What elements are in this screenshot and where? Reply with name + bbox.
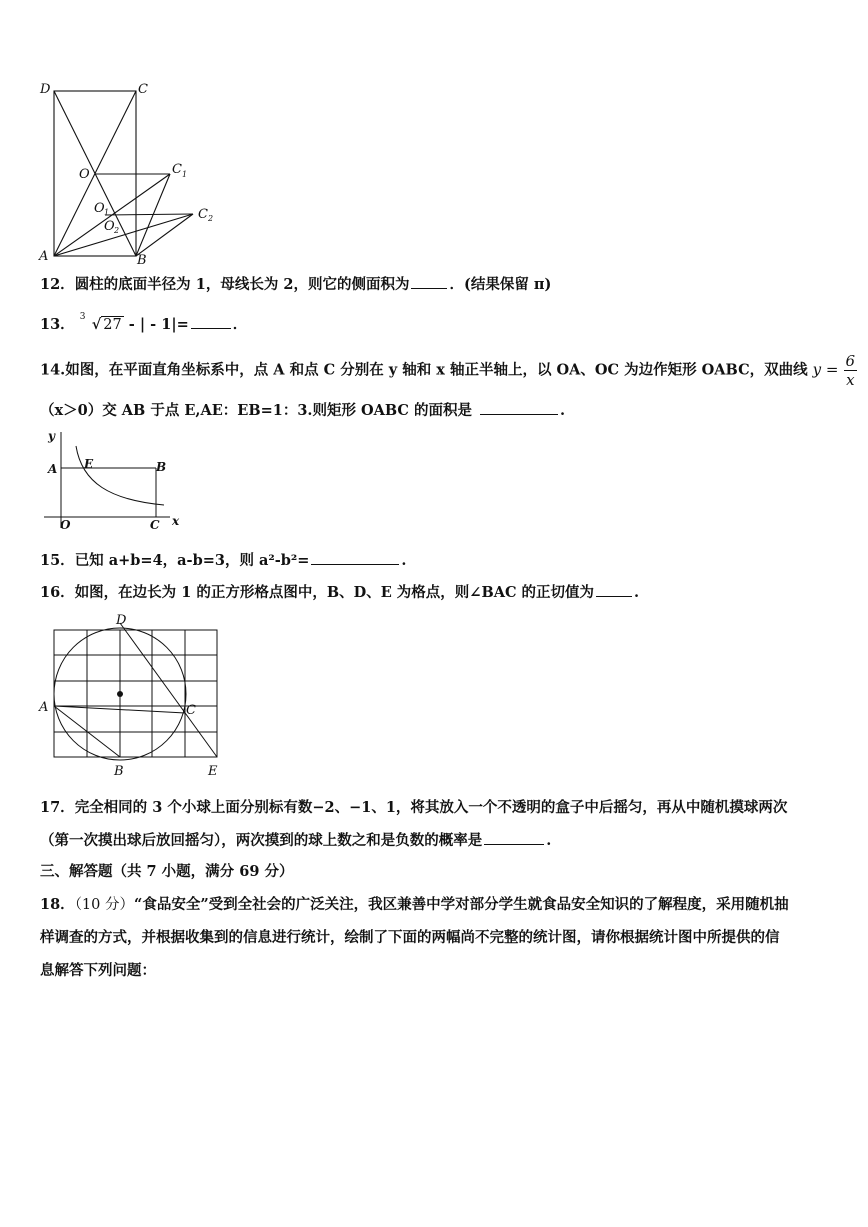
fraction-numerator: 6 xyxy=(845,352,856,370)
question-14-line2 xyxy=(40,399,565,420)
question-suffix: ．(结果保留 π) xyxy=(449,276,552,293)
circle-center-dot xyxy=(117,691,123,697)
question-18-line3: 息解答下列问题： xyxy=(40,962,156,979)
label-D: D xyxy=(40,82,51,97)
question-text: “食品安全”受到全社会的广泛关注，我区兼善中学对部分学生就食品安全知识的了解程度，采用随机抽 xyxy=(134,896,789,913)
question-number: 18． xyxy=(40,896,75,913)
answer-blank[interactable] xyxy=(191,314,231,329)
label-O1-sub: 1 xyxy=(104,208,110,217)
label-D: D xyxy=(116,613,127,628)
question-text: （x＞0）交 AB 于点 E,AE：EB=1：3.则矩形 OABC 的面积是 xyxy=(40,402,473,419)
label-O: O xyxy=(79,167,90,182)
label-B: B xyxy=(156,460,167,474)
label-C2-sub: 2 xyxy=(208,214,214,223)
cube-root xyxy=(79,312,124,333)
question-18-line2: 样调查的方式，并根据收集到的信息进行统计，绘制了下面的两幅尚不完整的统计图，请你根据统计图中所提供的信 xyxy=(40,929,780,946)
question-text: 如图，在平面直角坐标系中，点 A 和点 C 分别在 y 轴和 x 轴正半轴上，以 OA、OC 为边作矩形 OABC，双曲线 xyxy=(65,361,813,379)
label-C: C xyxy=(186,703,196,718)
label-C1-sub: 1 xyxy=(182,170,188,179)
question-text: 完全相同的 3 个小球上面分别标有数−2、−1、1，将其放入一个不透明的盒子中后摇匀，再从中随机摸球两次 xyxy=(74,799,788,816)
grid-border xyxy=(54,630,217,757)
question-number: 13． xyxy=(40,316,75,333)
question-number: 14. xyxy=(40,361,66,379)
hyperbola-figure xyxy=(40,428,188,534)
question-number: 16． xyxy=(40,584,75,601)
question-number: 17． xyxy=(40,799,75,816)
question-12 xyxy=(40,273,551,294)
question-14-line1 xyxy=(40,352,857,389)
segment-DE xyxy=(120,623,217,757)
label-C1: C xyxy=(172,162,182,177)
label-E: E xyxy=(84,457,94,471)
axis-label-x: x xyxy=(172,514,180,528)
answer-blank[interactable] xyxy=(596,582,632,597)
answer-blank[interactable] xyxy=(411,274,447,289)
question-suffix: . xyxy=(634,584,640,601)
section-3-title: 三、解答题（共 7 小题，满分 69 分） xyxy=(40,863,294,880)
question-text: （第一次摸出球后放回摇匀），两次摸到的球上数之和是负数的概率是 xyxy=(40,832,483,849)
question-16 xyxy=(40,581,639,602)
answer-blank[interactable] xyxy=(484,830,544,845)
axis-label-y: y xyxy=(48,429,55,443)
label-O2: O xyxy=(104,219,115,234)
answer-blank[interactable] xyxy=(311,550,399,565)
label-O1: O xyxy=(94,201,105,216)
question-17-line2 xyxy=(40,829,551,850)
label-O: O xyxy=(60,518,71,532)
question-suffix: . xyxy=(560,402,566,419)
hyperbola-curve xyxy=(76,446,167,505)
rectangle-fold-figure xyxy=(36,78,226,264)
question-text: 如图，在边长为 1 的正方形格点图中，B、D、E 为格点，则∠BAC 的正切值为 xyxy=(74,584,595,601)
question-number: 15． xyxy=(40,552,75,569)
question-17-line1 xyxy=(40,796,787,817)
question-text: 圆柱的底面半径为 1，母线长为 2，则它的侧面积为 xyxy=(74,276,410,293)
root-index: 3 xyxy=(79,312,86,322)
label-O2-sub: 2 xyxy=(114,226,120,235)
radicand: 27 xyxy=(103,317,122,333)
question-text: 已知 a+b=4，a-b=3，则 a²-b²= xyxy=(74,552,310,569)
label-A: A xyxy=(39,249,49,264)
question-13 xyxy=(40,313,247,334)
label-A: A xyxy=(39,700,49,715)
label-B: B xyxy=(114,764,124,779)
radical-sign: √ xyxy=(91,316,102,333)
label-E: E xyxy=(208,764,218,779)
question-text: - | - 1|= xyxy=(123,316,189,333)
question-15 xyxy=(40,549,406,570)
label-B: B xyxy=(137,253,147,264)
question-suffix: ． xyxy=(232,316,248,333)
label-C: C xyxy=(138,82,148,97)
label-C: C xyxy=(150,518,160,532)
label-C2: C xyxy=(198,207,208,222)
question-suffix: . xyxy=(401,552,407,569)
answer-blank[interactable] xyxy=(480,400,558,415)
grid-circle-figure xyxy=(36,610,232,782)
question-number: 12． xyxy=(40,276,75,293)
fraction-denominator: x xyxy=(846,371,855,389)
label-A: A xyxy=(48,462,58,476)
question-suffix: . xyxy=(546,832,552,849)
question-18-line1 xyxy=(40,893,789,914)
question-score: （10 分） xyxy=(74,897,134,913)
fraction xyxy=(844,352,858,389)
equation-lhs: y = xyxy=(812,360,839,379)
